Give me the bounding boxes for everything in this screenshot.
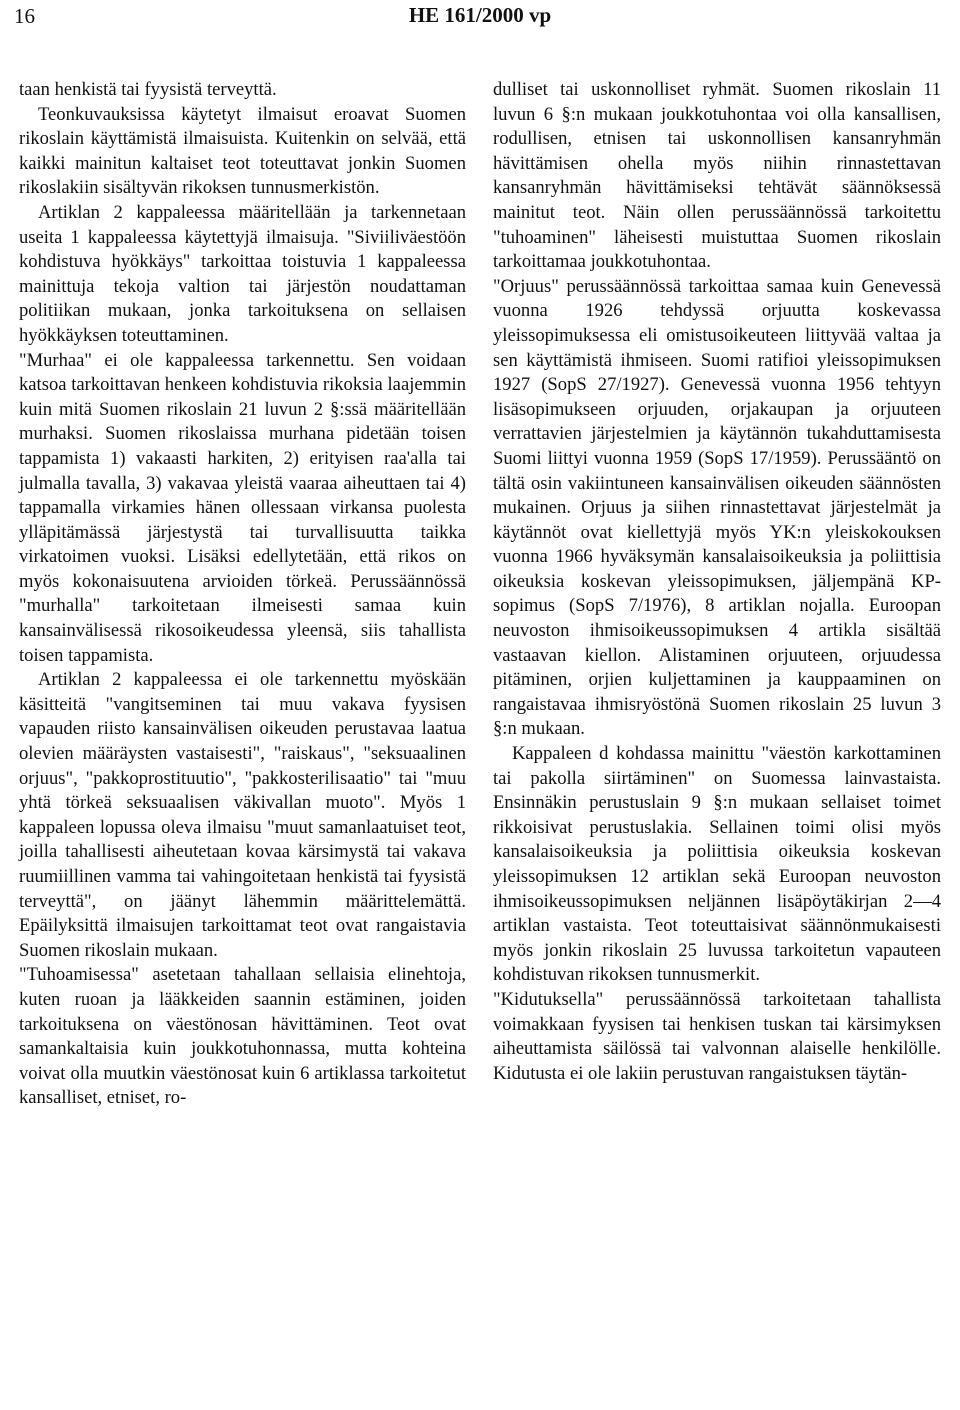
paragraph: dulliset tai uskonnolliset ryhmät. Suomen rikoslain 11 luvun 6 §:n mukaan joukkotuhontaa voi olla kansallisen, rodullisen, etnisen tai uskonnollisen kansanryhmän hävittämisen ohella myös niihin rinnastettavan kansanryhmän hävittämiseksi tehtävät säännöksessä mainitut teot. Näin ollen perussäännössä tarkoitettu "tuhoaminen" läheisesti muistuttaa Suomen rikoslain tarkoittamaa joukkotuhontaa. — [493, 79, 941, 273]
paragraph: Kappaleen d kohdassa mainittu "väestön karkottaminen tai pakolla siirtäminen" on Suomessa lainvastaista. Ensinnäkin perustuslain 9 §:n mukaan sellaiset toimet rikkoisivat perustuslakia. Sellainen toimi olisi myös kansalaisoikeuksia ja poliittisia oikeuksia koskevan yleissopimuksen 12 artiklan sekä Euroopan neuvoston ihmisoikeussopimuksen neljännen lisäpöytäkirjan 2—4 artiklan vastaista. Teot toteuttaisivat säännönmukaisesti myös jonkin rikoslain 25 luvussa tarkoitetun vapauteen kohdistuvan rikoksen tunnusmerkit. — [493, 743, 941, 986]
paragraph: Artiklan 2 kappaleessa määritellään ja tarkennetaan useita 1 kappaleessa käytettyjä ilmaisuja. "Siviiliväestöön kohdistuva hyökkäys" tarkoittaa toistuvia 1 kappaleessa mainittuja tekoja valtion tai järjestön noudattaman politiikan mukaan, jonka tarkoituksena on sellaisen hyökkäyksen toteuttaminen. — [19, 201, 466, 346]
left-column — [19, 78, 466, 1111]
paragraph: "Kidutuksella" perussäännössä tarkoitetaan tahallista voimakkaan fyysisen tai henkisen tuskan tai kärsimyksen aiheuttamista säilössä tai valvonnan alaiselle henkilölle. Kidutusta ei ole lakiin perustuvan rangaistuksen täytän- — [493, 988, 941, 1084]
page-number: 16 — [14, 4, 35, 28]
paragraph: "Tuhoamisessa" asetetaan tahallaan sellaisia elinehtoja, kuten ruoan ja lääkkeiden saannin estäminen, joiden tarkoituksena on väestönosan hävittäminen. Teot ovat samankaltaisia kuin joukkotuhonnassa, mutta kohteina voivat olla muutkin väestönosat kuin 6 artiklassa tarkoitetut kansalliset, etniset, ro- — [19, 964, 466, 1109]
paragraph: Teonkuvauksissa käytetyt ilmaisut eroavat Suomen rikoslain käyttämistä ilmaisuista. Kuitenkin on selvää, että kaikki mainitun kaltaiset teot toteuttavat jonkin Suomen rikoslakiin sisältyvän rikoksen tunnusmerkistön. — [19, 103, 466, 199]
right-column — [493, 78, 941, 1086]
paragraph: taan henkistä tai fyysistä terveyttä. — [19, 79, 277, 100]
paragraph: Artiklan 2 kappaleessa ei ole tarkennettu myöskään käsitteitä "vangitseminen tai muu vakava fyysisen vapauden riisto kansainvälisen oikeuden perustavaa laatua olevien määräysten vastaisesti", "raiskaus", "seksuaalinen orjuus", "pakkoprostituutio", "pakkosterilisaatio" tai "muu yhtä törkeä seksuaalisen väkivallan muoto". Myös 1 kappaleen lopussa oleva ilmaisu "muut samanlaatuiset teot, joilla tahallisesti aiheutetaan kovaa kärsimystä tai vakava ruumiillinen vamma tai vahingoitetaan henkistä tai fyysistä terveyttä", on jäänyt lähemmin määrittelemättä. Epäilyksittä ilmaisujen tarkoittamat teot ovat rangaistavia Suomen rikoslain mukaan. — [19, 669, 466, 961]
paragraph: "Murhaa" ei ole kappaleessa tarkennettu. Sen voidaan katsoa tarkoittavan henkeen kohdistuvia rikoksia laajemmin kuin mitä Suomen rikoslain 21 luvun 2 §:ssä määritellään murhaksi. Suomen rikoslaissa murhana pidetään toisen tappamista 1) vakaasti harkiten, 2) erityisen raa'alla tai julmalla tavalla, 3) vakavaa yleistä vaaraa aiheuttaen tai 4) tappamalla virkamies hänen ollessaan virkansa puolesta ylläpitämässä järjestystä tai turvallisuutta taikka virkatoimen vuoksi. Lisäksi edellytetään, että rikos on myös kokonaisuutena arvioiden törkeä. Perussäännössä "murhalla" tarkoitetaan ilmeisesti samaa kuin kansainvälisessä rikosoikeudessa yleensä, siis tahallista toisen tappamista. — [19, 349, 466, 666]
paragraph: "Orjuus" perussäännössä tarkoittaa samaa kuin Genevessä vuonna 1926 tehdyssä orjuutta koskevassa yleissopimuksessa eli omistusoikeuteen liittyvää valtaa ja sen käyttämistä ihmiseen. Suomi ratifioi yleissopimuksen 1927 (SopS 27/1927). Genevessä vuonna 1956 tehtyyn lisäsopimukseen orjuuden, orjakaupan ja orjuuteen verrattavien järjestelmien ja käytännön tukahduttamisesta Suomi liittyi vuonna 1959 (SopS 17/1959). Perussääntö on tältä osin vakiintuneen kansainvälisen oikeuden säännösten mukainen. Orjuus ja siihen rinnastettavat järjestelmät ja käytännöt ovat kiellettyjä myös YK:n yleiskokouksen vuonna 1966 hyväksymän kansalaisoikeuksia ja poliittisia oikeuksia koskevan yleissopimuksen, jäljempänä KP-sopimus (SopS 7/1976), 8 artiklan nojalla. Euroopan neuvoston ihmisoikeussopimuksen 4 artikla sisältää vastaavan kiellon. Alistaminen orjuuteen, orjuudessa pitäminen, orjien kuljettaminen ja kauppaaminen on rangaistavaa ihmisryöstönä Suomen rikoslain 25 luvun 3 §:n mukaan. — [493, 275, 941, 740]
page-header — [0, 0, 960, 40]
document-id: HE 161/2000 vp — [408, 3, 552, 27]
